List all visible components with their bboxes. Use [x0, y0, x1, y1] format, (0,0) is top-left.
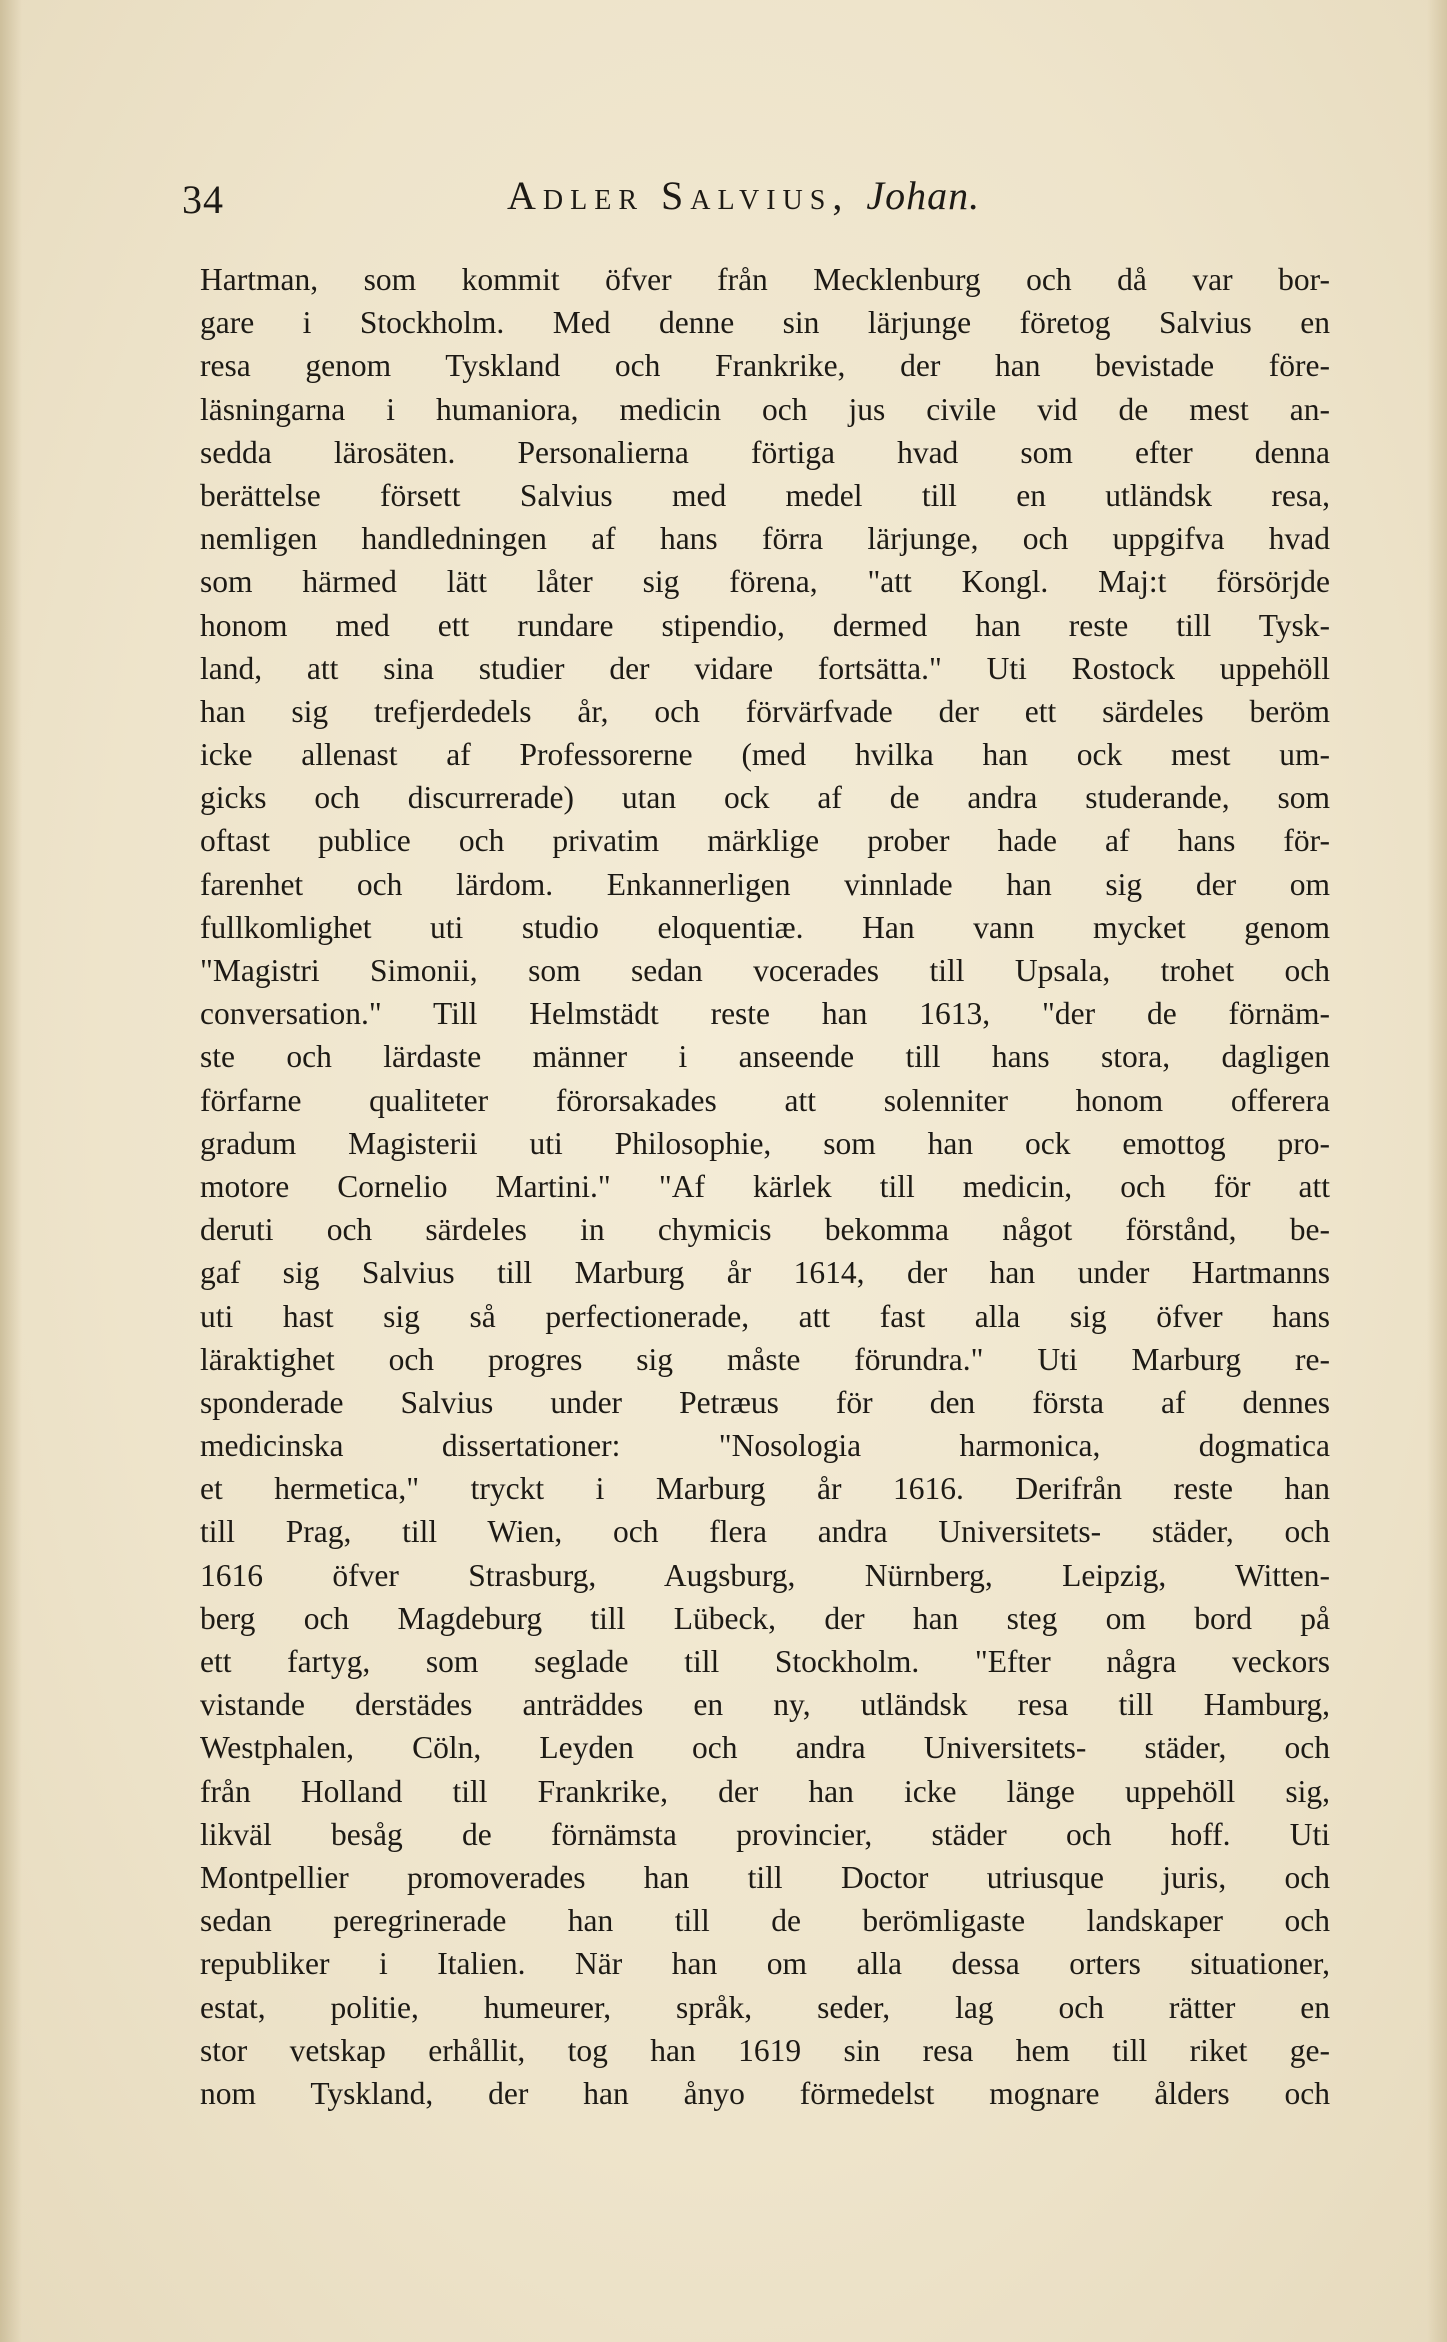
running-head-name: Adler Salvius,: [507, 173, 850, 218]
text-line: gicks och discurrerade) utan ock af de andra studerande, som: [200, 780, 1330, 816]
text-line: et hermetica," tryckt i Marburg år 1616. Derifrån reste han: [200, 1471, 1330, 1507]
text-line: sponderade Salvius under Petræus för den första af dennes: [200, 1384, 1330, 1420]
page-header: [182, 172, 1082, 228]
text-line: nemligen handledningen af hans förra lärjunge, och uppgifva hvad: [200, 521, 1330, 557]
text-line: läsningarna i humaniora, medicin och jus civile vid de mest an-: [200, 391, 1330, 427]
text-line: gaf sig Salvius till Marburg år 1614, der han under Hartmanns: [200, 1255, 1330, 1291]
text-line: sedda lärosäten. Personalierna förtiga hvad som efter denna: [200, 434, 1330, 470]
binding-shadow: [0, 0, 22, 2342]
text-line: icke allenast af Professorerne (med hvilka han ock mest um-: [200, 737, 1330, 773]
text-line: farenhet och lärdom. Enkannerligen vinnlade han sig der om: [200, 866, 1330, 902]
text-line: vistande derstädes anträddes en ny, utländsk resa till Hamburg,: [200, 1687, 1330, 1723]
page-number: 34: [182, 177, 224, 222]
body-text: [200, 258, 1330, 2115]
text-line: nom Tyskland, der han ånyo förmedelst mognare ålders och: [200, 2075, 1330, 2111]
running-head: [507, 172, 980, 219]
text-line: som härmed lätt låter sig förena, "att Kongl. Maj:t försörjde: [200, 564, 1330, 600]
text-line: uti hast sig så perfectionerade, att fast alla sig öfver hans: [200, 1298, 1330, 1334]
text-line: estat, politie, humeurer, språk, seder, lag och rätter en: [200, 1989, 1330, 2025]
text-line: förfarne qualiteter förorsakades att solenniter honom offerera: [200, 1082, 1330, 1118]
text-line: berättelse försett Salvius med medel till en utländsk resa,: [200, 477, 1330, 513]
text-line: likväl besåg de förnämsta provincier, städer och hoff. Uti: [200, 1816, 1330, 1852]
text-line: gradum Magisterii uti Philosophie, som han ock emottog pro-: [200, 1125, 1330, 1161]
text-line: motore Cornelio Martini." "Af kärlek till medicin, och för att: [200, 1168, 1330, 1204]
text-line: oftast publice och privatim märklige prober hade af hans för-: [200, 823, 1330, 859]
running-head-given-name: Johan.: [866, 173, 981, 218]
text-line: medicinska dissertationer: "Nosologia harmonica, dogmatica: [200, 1428, 1330, 1464]
text-line: berg och Magdeburg till Lübeck, der han steg om bord på: [200, 1600, 1330, 1636]
text-line: till Prag, till Wien, och flera andra Universitets- städer, och: [200, 1514, 1330, 1550]
text-line: ste och lärdaste männer i anseende till hans stora, dagligen: [200, 1039, 1330, 1075]
text-line: läraktighet och progres sig måste förundra." Uti Marburg re-: [200, 1341, 1330, 1377]
text-line: gare i Stockholm. Med denne sin lärjunge företog Salvius en: [200, 305, 1330, 341]
text-line: ett fartyg, som seglade till Stockholm. "Efter några veckors: [200, 1644, 1330, 1679]
text-line: honom med ett rundare stipendio, dermed han reste till Tysk-: [200, 607, 1330, 643]
text-line: Hartman, som kommit öfver från Mecklenburg och då var bor-: [200, 262, 1330, 297]
text-line: stor vetskap erhållit, tog han 1619 sin resa hem till riket ge-: [200, 2032, 1330, 2068]
text-line: "Magistri Simonii, som sedan vocerades till Upsala, trohet och: [200, 953, 1330, 988]
text-line: 1616 öfver Strasburg, Augsburg, Nürnberg, Leipzig, Witten-: [200, 1557, 1330, 1593]
text-line: från Holland till Frankrike, der han icke länge uppehöll sig,: [200, 1773, 1330, 1809]
text-line: deruti och särdeles in chymicis bekomma något förstånd, be-: [200, 1212, 1330, 1248]
text-line: Montpellier promoverades han till Doctor utriusque juris, och: [200, 1859, 1330, 1895]
text-line: Westphalen, Cöln, Leyden och andra Universitets- städer, och: [200, 1730, 1330, 1766]
text-line: han sig trefjerdedels år, och förvärfvade der ett särdeles beröm: [200, 693, 1330, 729]
text-line: sedan peregrinerade han till de berömligaste landskaper och: [200, 1903, 1330, 1939]
text-line: republiker i Italien. När han om alla dessa orters situationer,: [200, 1946, 1330, 1982]
text-line: fullkomlighet uti studio eloquentiæ. Han vann mycket genom: [200, 909, 1330, 945]
text-line: resa genom Tyskland och Frankrike, der han bevistade före-: [200, 348, 1330, 384]
page-edge: [1427, 0, 1447, 2342]
text-line: conversation." Till Helmstädt reste han 1613, "der de förnäm-: [200, 996, 1330, 1032]
text-line: land, att sina studier der vidare fortsätta." Uti Rostock uppehöll: [200, 650, 1330, 686]
